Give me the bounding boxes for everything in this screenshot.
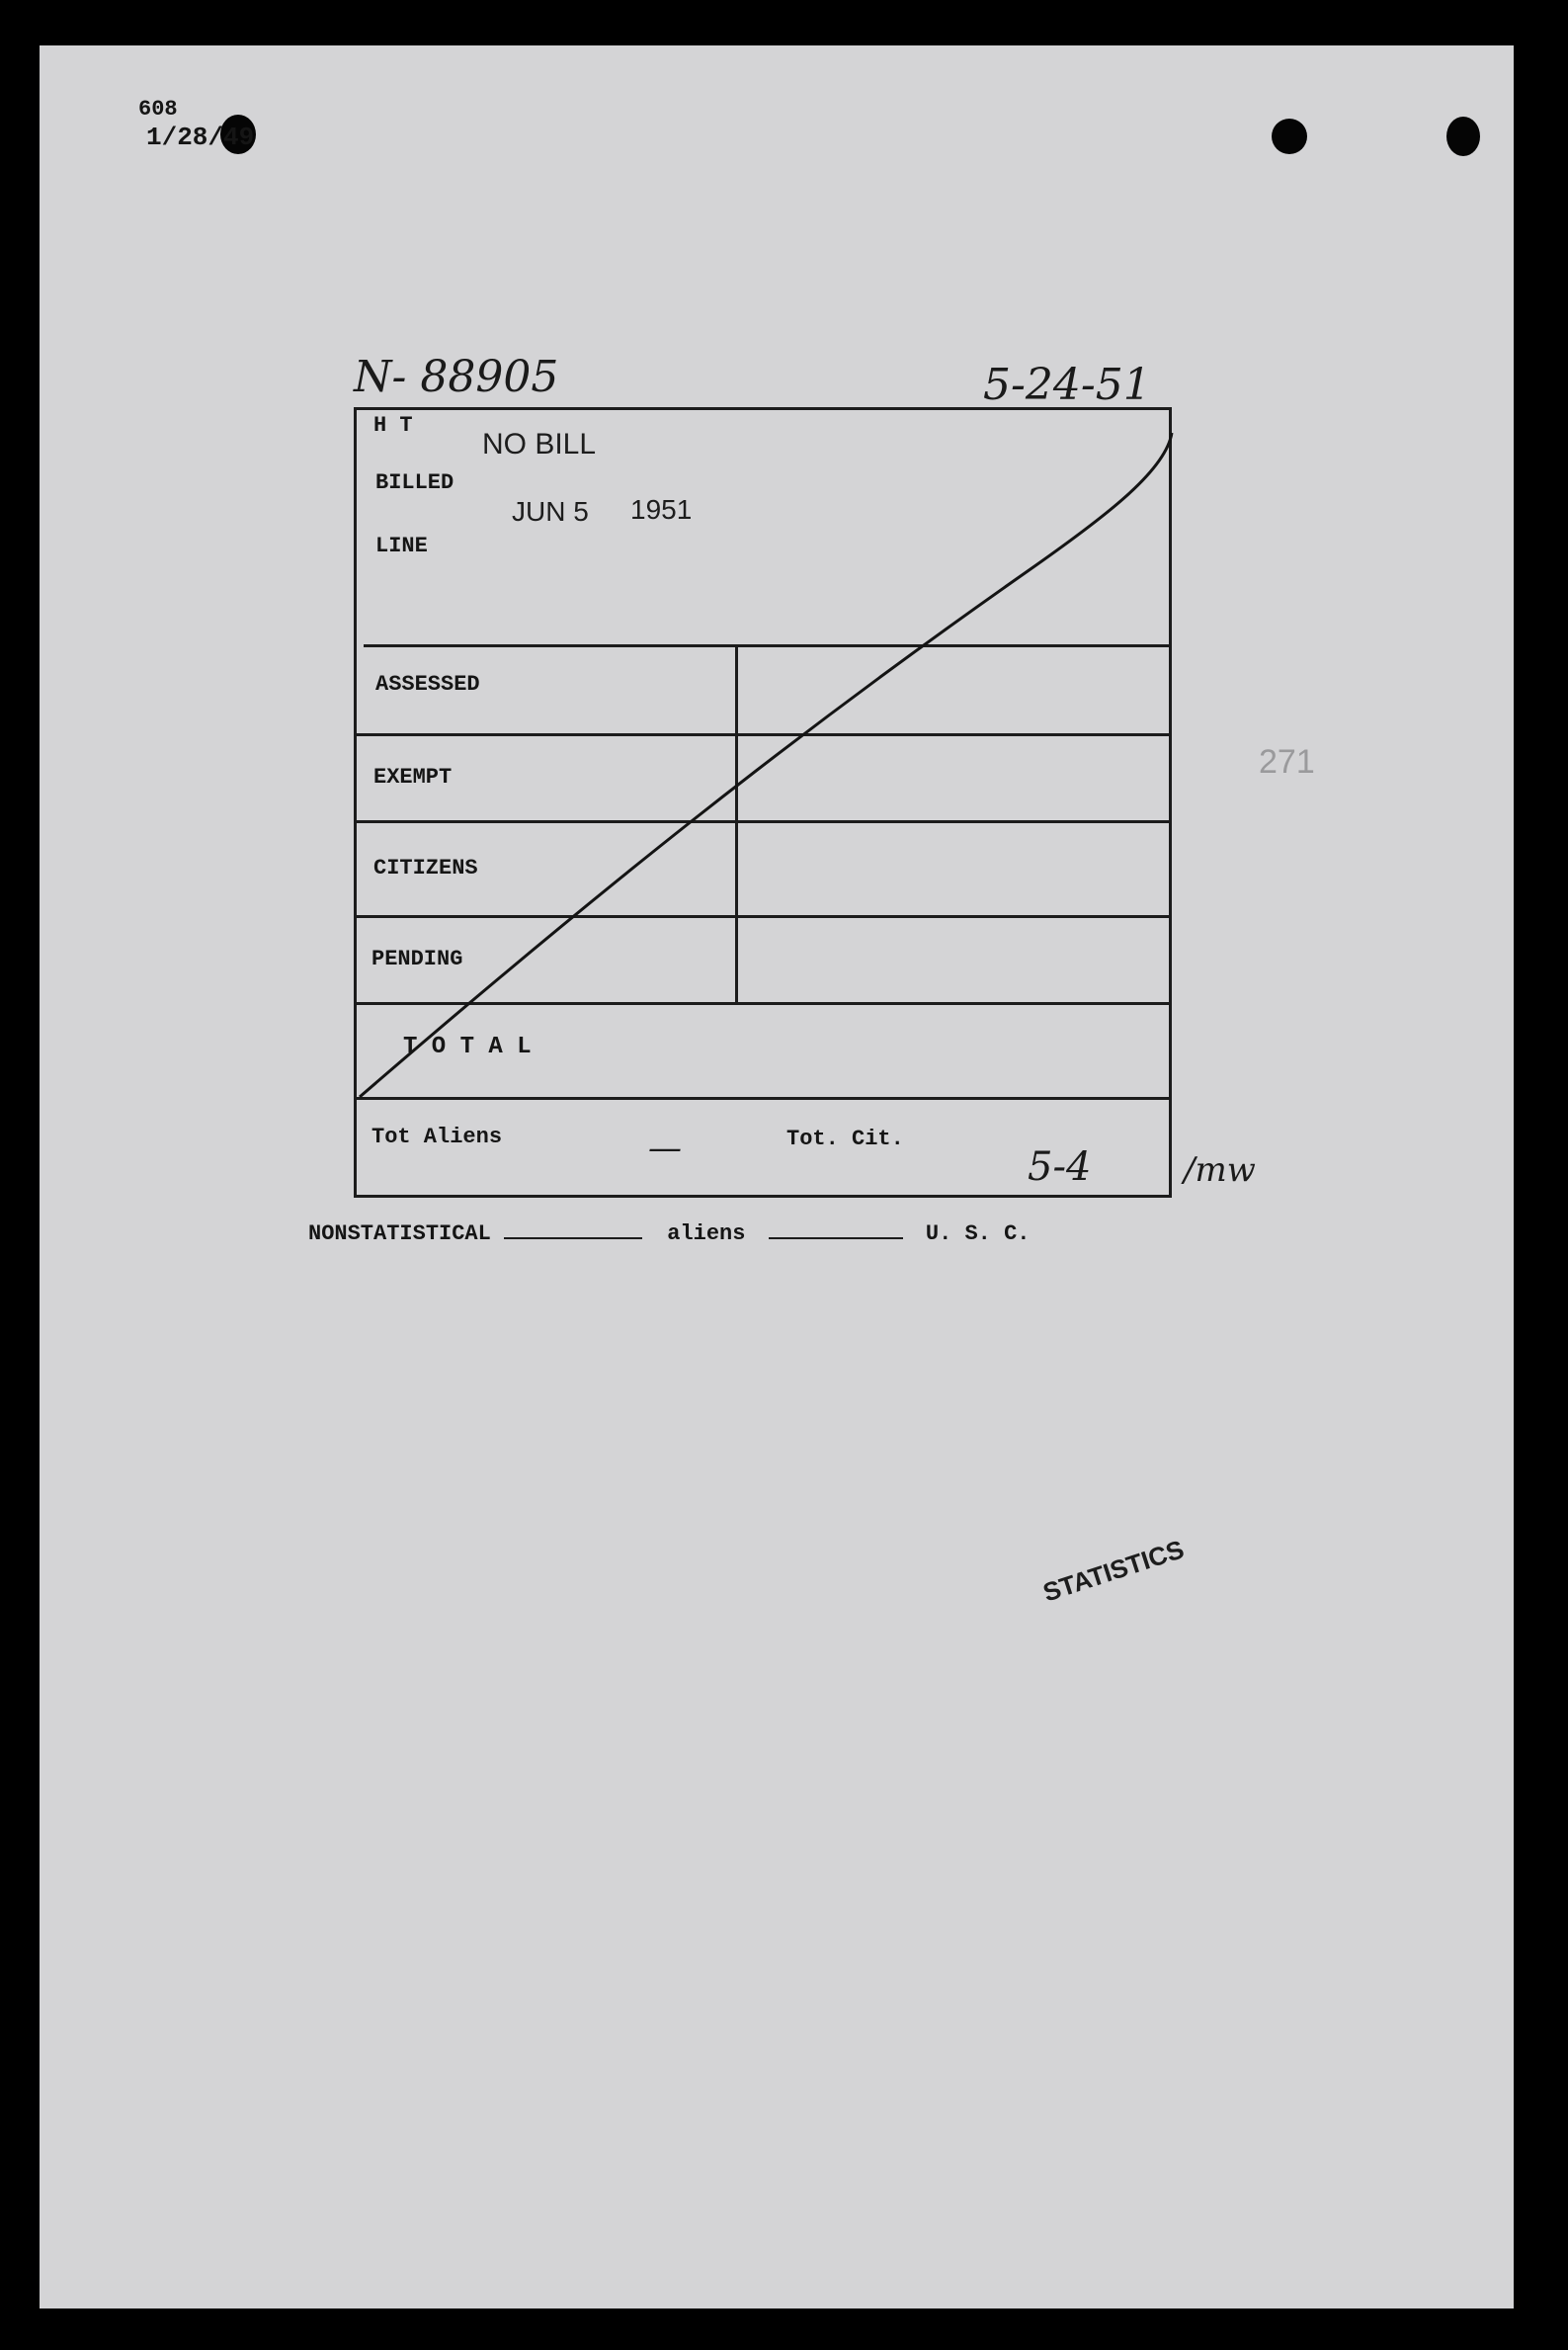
row-pending: PENDING xyxy=(371,947,463,971)
label-line: LINE xyxy=(375,534,428,558)
row-citizens: CITIZENS xyxy=(373,856,478,881)
tot-cit-label: Tot. Cit. xyxy=(786,1127,904,1151)
footer-blank-1 xyxy=(504,1237,642,1239)
stamp-date-month-day: JUN 5 xyxy=(512,496,589,527)
footer-blank-2 xyxy=(769,1237,903,1239)
file-ref-date: 1/28/49 xyxy=(146,123,255,152)
footer-usc: U. S. C. xyxy=(925,1221,1031,1246)
row-assessed: ASSESSED xyxy=(375,672,480,697)
stamp-date-year: 1951 xyxy=(630,494,693,525)
handwritten-date: 5-24-51 xyxy=(983,360,1151,410)
footer-aliens: aliens xyxy=(667,1221,746,1246)
tot-aliens-label: Tot Aliens xyxy=(371,1125,503,1149)
diagonal-cancel-line xyxy=(40,45,1514,2308)
file-ref-top: 608 xyxy=(138,97,178,122)
page-number-stamp: 271 xyxy=(1259,743,1315,781)
label-billed: BILLED xyxy=(375,470,454,495)
row-exempt: EXEMPT xyxy=(373,765,453,790)
case-number: N- 88905 xyxy=(354,352,559,402)
statistics-stamp: STATISTICS xyxy=(1039,1534,1188,1608)
document-page xyxy=(40,45,1514,2308)
handwritten-initials: /mw xyxy=(1184,1150,1256,1190)
footer-nonstatistical: NONSTATISTICAL xyxy=(308,1221,491,1246)
handwritten-bottom-note: 5-4 xyxy=(1028,1144,1092,1190)
label-ht: H T xyxy=(373,413,413,438)
tot-aliens-value: — xyxy=(648,1129,682,1168)
total-label: T O T A L xyxy=(403,1034,532,1060)
no-bill-stamp: NO BILL xyxy=(482,428,597,461)
footer-line xyxy=(308,1221,1031,1246)
